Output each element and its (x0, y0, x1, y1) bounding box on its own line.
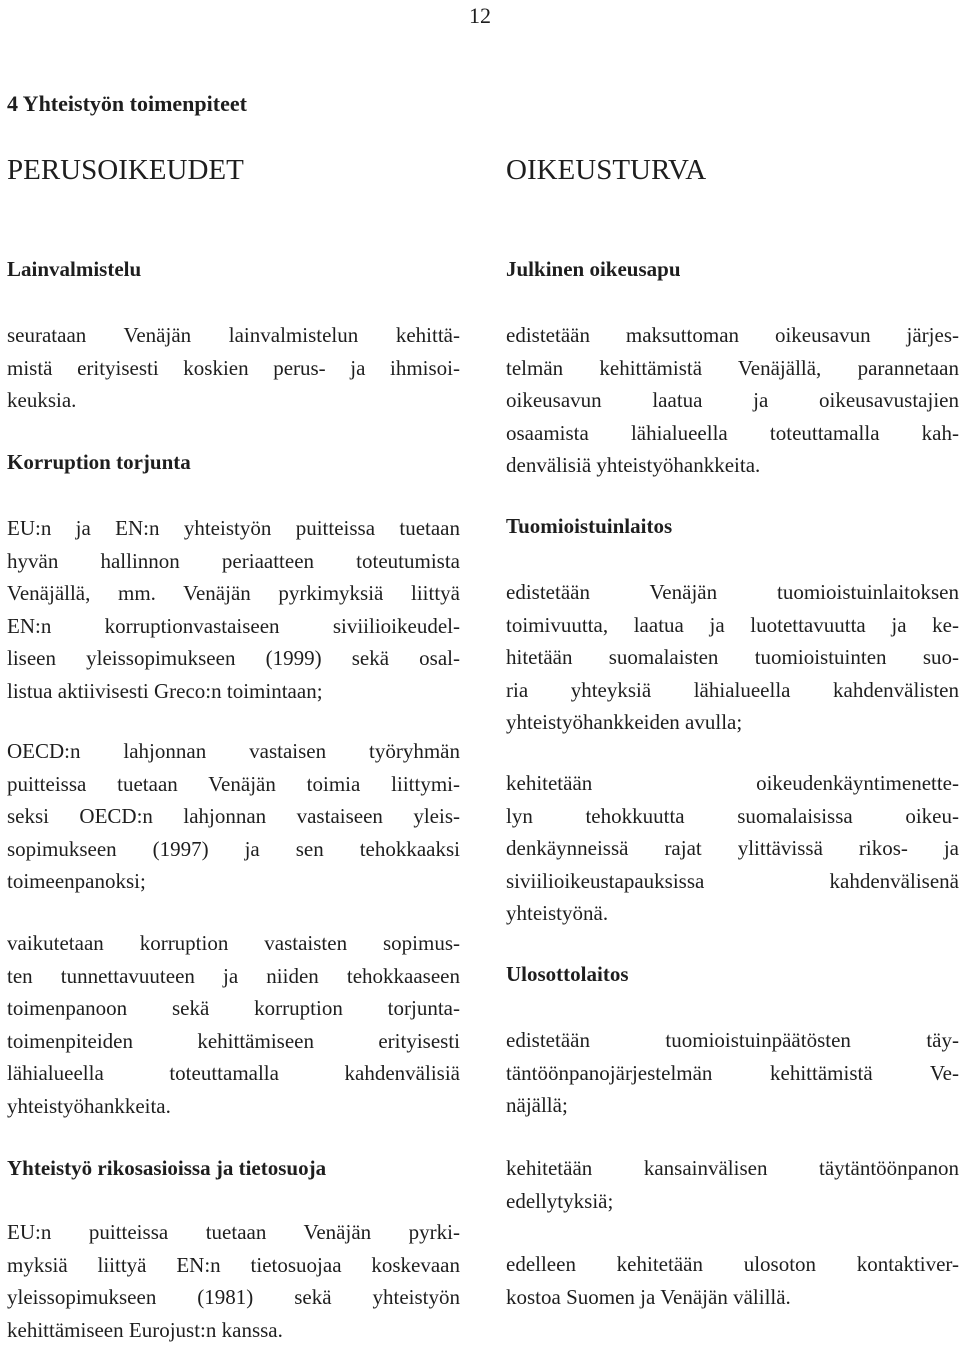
text-line: toimivuutta, laatua ja luotettavuutta ja ke- (506, 609, 959, 642)
text-line: ria yhteyksiä lähialueella kahdenvälisten (506, 674, 959, 707)
text-line: EU:n ja EN:n yhteistyön puitteissa tuetaan (7, 512, 460, 545)
subheading-yhteistyo-rikosasioissa: Yhteistyö rikosasioissa ja tietosuoja (7, 1154, 326, 1182)
paragraph (7, 927, 460, 1122)
text-line: yhteistyönä. (506, 897, 959, 930)
text-line: täntöönpanojärjestelmän kehittämistä Ve- (506, 1057, 959, 1090)
subheading-ulosottolaitos: Ulosottolaitos (506, 960, 629, 988)
text-line: toimenpiteiden kehittämiseen erityisesti (7, 1025, 460, 1058)
text-line: listua aktiivisesti Greco:n toimintaan; (7, 675, 460, 708)
text-line: yhteistyöhankkeita. (7, 1090, 460, 1123)
text-line: kehitetään kansainvälisen täytäntöönpanon (506, 1152, 959, 1185)
text-line: lyn tehokkuutta suomalaisissa oikeu- (506, 800, 959, 833)
text-line: kehitetään oikeudenkäyntimenette- (506, 767, 959, 800)
text-line: edelleen kehitetään ulosoton kontaktiver- (506, 1248, 959, 1281)
text-line: vaikutetaan korruption vastaisten sopimus- (7, 927, 460, 960)
text-line: edistetään tuomioistuinpäätösten täy- (506, 1024, 959, 1057)
text-line: näjällä; (506, 1089, 959, 1122)
text-line: Venäjällä, mm. Venäjän pyrkimyksiä liittyä (7, 577, 460, 610)
paragraph (7, 1216, 460, 1346)
text-line: keuksia. (7, 384, 460, 417)
paragraph (506, 319, 959, 482)
text-line: liseen yleissopimukseen (1999) sekä osal- (7, 642, 460, 675)
text-line: seurataan Venäjän lainvalmistelun kehittä- (7, 319, 460, 352)
paragraph (7, 735, 460, 898)
text-line: telmän kehittämistä Venäjällä, parannetaan (506, 352, 959, 385)
text-line: hitetään suomalaisten tuomioistuinten suo- (506, 641, 959, 674)
paragraph (7, 319, 460, 417)
text-line: ten tunnettavuuteen ja niiden tehokkaaseen (7, 960, 460, 993)
page-number: 12 (0, 2, 960, 30)
text-line: lähialueella toteuttamalla kahdenvälisiä (7, 1057, 460, 1090)
paragraph (506, 767, 959, 930)
text-line: oikeusavun laatua ja oikeusavustajien (506, 384, 959, 417)
paragraph (7, 512, 460, 707)
paragraph (506, 1248, 959, 1313)
column-title-perusoikeudet: PERUSOIKEUDET (7, 152, 244, 188)
text-line: siviilioikeustapauksissa kahdenvälisenä (506, 865, 959, 898)
text-line: toimenpanoon sekä korruption torjunta- (7, 992, 460, 1025)
text-line: kostoa Suomen ja Venäjän välillä. (506, 1281, 959, 1314)
text-line: hyvän hallinnon periaatteen toteutumista (7, 545, 460, 578)
text-line: mistä erityisesti koskien perus- ja ihmisoi- (7, 352, 460, 385)
text-line: kehittämiseen Eurojust:n kanssa. (7, 1314, 460, 1346)
paragraph (506, 1024, 959, 1122)
subheading-julkinen-oikeusapu: Julkinen oikeusapu (506, 255, 681, 283)
text-line: EN:n korruptionvastaiseen siviilioikeudel- (7, 610, 460, 643)
text-line: sopimukseen (1997) ja sen tehokkaaksi (7, 833, 460, 866)
text-line: osaamista lähialueella toteuttamalla kah- (506, 417, 959, 450)
text-line: edistetään maksuttoman oikeusavun järjes- (506, 319, 959, 352)
subheading-tuomioistuinlaitos: Tuomioistuinlaitos (506, 512, 672, 540)
text-line: edistetään Venäjän tuomioistuinlaitoksen (506, 576, 959, 609)
subheading-korruption-torjunta: Korruption torjunta (7, 448, 191, 476)
text-line: yleissopimukseen (1981) sekä yhteistyön (7, 1281, 460, 1314)
column-title-oikeusturva: OIKEUSTURVA (506, 152, 706, 188)
text-line: seksi OECD:n lahjonnan vastaiseen yleis- (7, 800, 460, 833)
text-line: yhteistyöhankkeiden avulla; (506, 706, 959, 739)
paragraph (506, 576, 959, 739)
text-line: denkäynneissä rajat ylittävissä rikos- ja (506, 832, 959, 865)
section-heading: 4 Yhteistyön toimenpiteet (7, 90, 247, 118)
text-line: puitteissa tuetaan Venäjän toimia liittymi- (7, 768, 460, 801)
text-line: edellytyksiä; (506, 1185, 959, 1218)
text-line: toimeenpanoksi; (7, 865, 460, 898)
text-line: EU:n puitteissa tuetaan Venäjän pyrki- (7, 1216, 460, 1249)
text-line: OECD:n lahjonnan vastaisen työryhmän (7, 735, 460, 768)
text-line: denvälisiä yhteistyöhankkeita. (506, 449, 959, 482)
paragraph (506, 1152, 959, 1217)
subheading-lainvalmistelu: Lainvalmistelu (7, 255, 141, 283)
text-line: myksiä liittyä EN:n tietosuojaa koskevaan (7, 1249, 460, 1282)
